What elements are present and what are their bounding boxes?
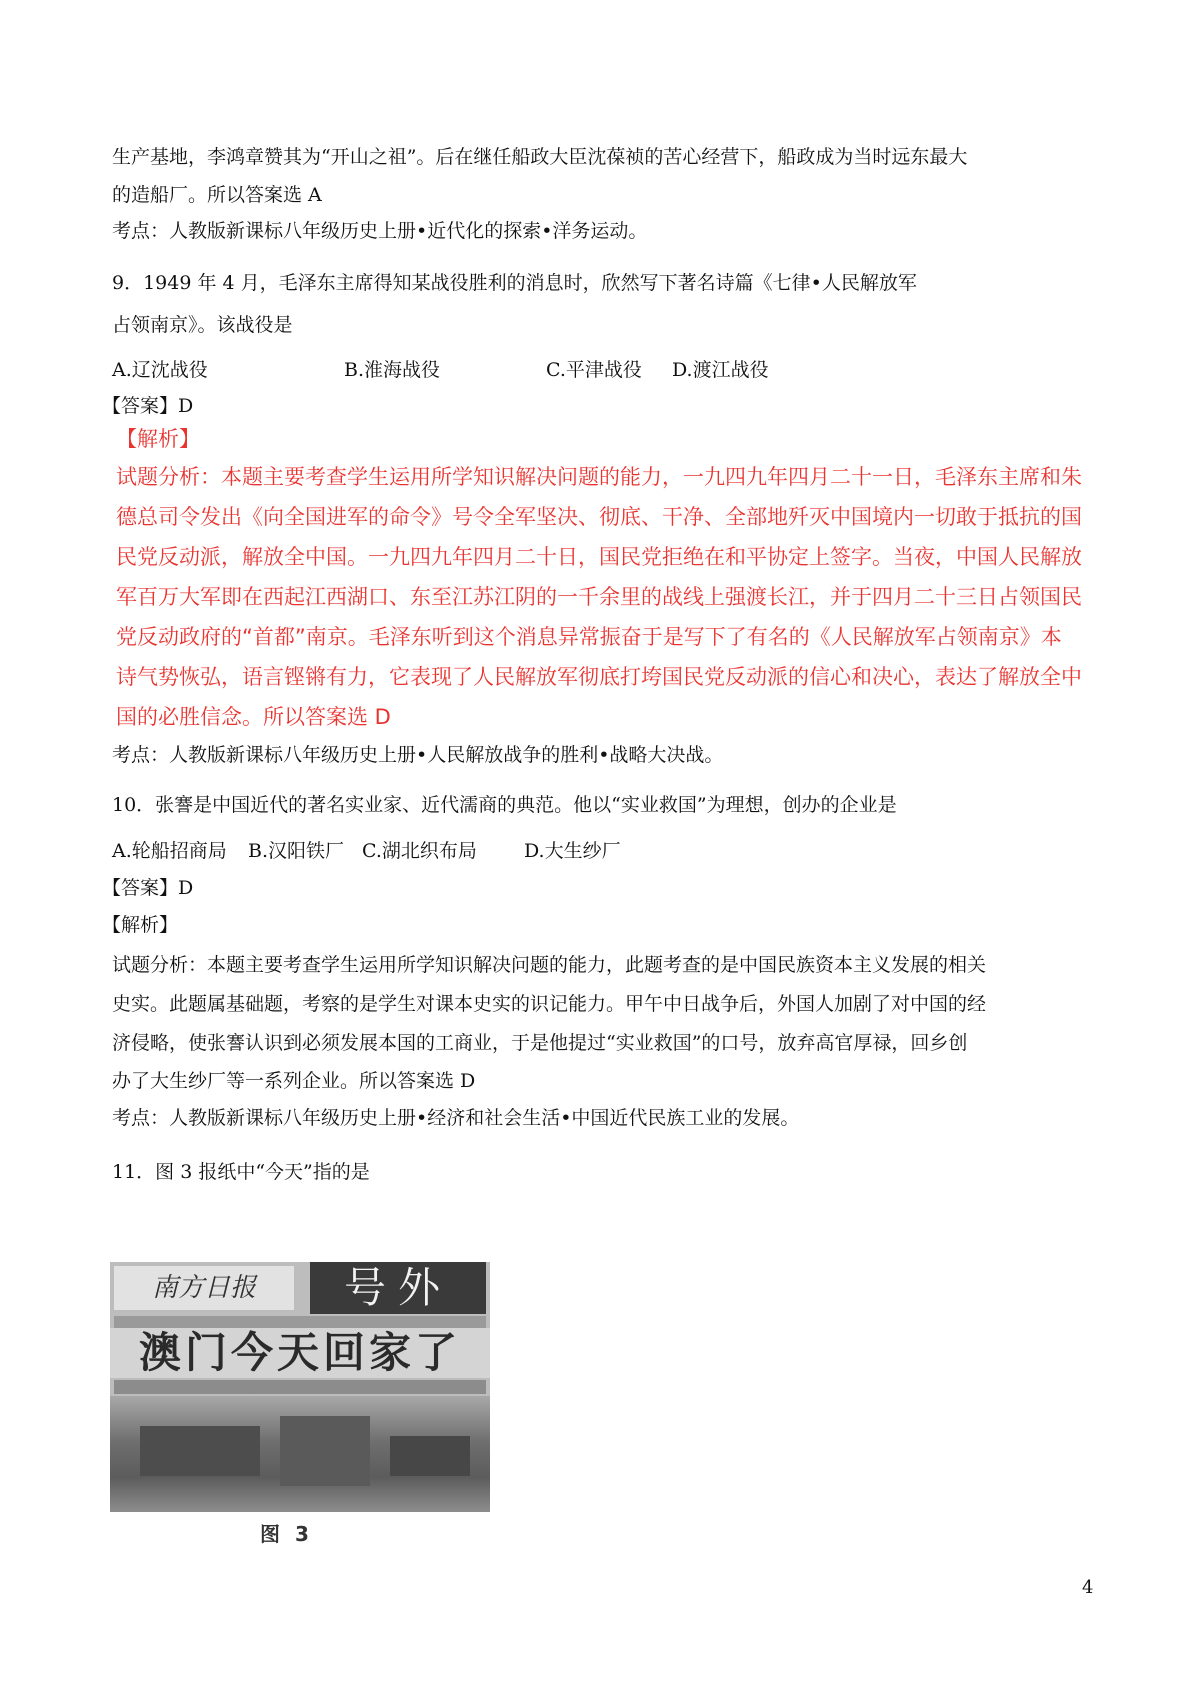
- newspaper-photo: [110, 1396, 490, 1512]
- newspaper-strip: [114, 1380, 486, 1394]
- photo-shape: [390, 1436, 470, 1476]
- q9-analysis-line: 国的必胜信念。所以答案选 D: [116, 705, 391, 729]
- q10-option-b: B.汉阳铁厂: [248, 840, 345, 862]
- newspaper-figure: [110, 1262, 490, 1546]
- q10-analysis-line: 史实。此题属基础题，考察的是学生对课本史实的识记能力。甲午中日战争后，外国人加剧了对中国的经: [112, 993, 987, 1015]
- q10-analysis-line: 试题分析：本题主要考查学生运用所学知识解决问题的能力，此题考查的是中国民族资本主义发展的相关: [112, 954, 987, 976]
- photo-shape: [140, 1426, 260, 1476]
- q9-answer: 【答案】D: [102, 395, 194, 417]
- q10-exam-point: 考点：人教版新课标八年级历史上册•经济和社会生活•中国近代民族工业的发展。: [112, 1107, 800, 1129]
- q10-analysis-heading: 【解析】: [102, 914, 179, 936]
- figure-caption: 图 3: [260, 1522, 313, 1546]
- q10-answer: 【答案】D: [102, 877, 194, 899]
- q9-option-b: B.淮海战役: [344, 359, 441, 381]
- q10-option-a: A.轮船招商局: [112, 840, 227, 862]
- q9-analysis-line: 德总司令发出《向全国进军的命令》号令全军坚决、彻底、干净、全部地歼灭中国境内一切敢于抵抗的国: [116, 505, 1082, 529]
- text-line: 的造船厂。所以答案选 A: [112, 184, 322, 206]
- exam-point: 考点：人教版新课标八年级历史上册•近代化的探索•洋务运动。: [112, 220, 648, 242]
- q9-analysis-line: 党反动政府的“首都”南京。毛泽东听到这个消息异常振奋于是写下了有名的《人民解放军占领南京》本: [116, 625, 1062, 649]
- question-9-stem: 9．1949 年 4 月，毛泽东主席得知某战役胜利的消息时，欣然写下著名诗篇《七律•人民解放军: [112, 272, 917, 294]
- q10-option-c: C.湖北织布局: [362, 840, 477, 862]
- q10-analysis-line: 济侵略，使张謇认识到必须发展本国的工商业，于是他提过“实业救国”的口号，放弃高官厚禄，回乡创: [112, 1032, 968, 1054]
- q9-option-d: D.渡江战役: [672, 359, 769, 381]
- q9-analysis-line: 诗气势恢弘，语言铿锵有力，它表现了人民解放军彻底打垮国民党反动派的信心和决心，表达了解放全中: [116, 665, 1082, 689]
- q10-analysis-line: 办了大生纱厂等一系列企业。所以答案选 D: [112, 1070, 476, 1092]
- q9-analysis-line: 民党反动派，解放全中国。一九四九年四月二十日，国民党拒绝在和平协定上签字。当夜，中国人民解放: [116, 545, 1082, 569]
- newspaper-headline: 澳门今天回家了: [110, 1328, 490, 1378]
- newspaper-extra-label: 号外: [310, 1262, 486, 1314]
- q9-exam-point: 考点：人教版新课标八年级历史上册•人民解放战争的胜利•战略大决战。: [112, 744, 724, 766]
- q9-option-c: C.平津战役: [546, 359, 642, 381]
- q10-option-d: D.大生纱厂: [524, 840, 621, 862]
- question-9-stem: 占领南京》。该战役是: [112, 314, 293, 336]
- question-11-stem: 11．图 3 报纸中“今天”指的是: [112, 1161, 370, 1183]
- question-10-stem: 10．张謇是中国近代的著名实业家、近代濡商的典范。他以“实业救国”为理想，创办的企业是: [112, 794, 897, 816]
- newspaper-image: [110, 1262, 490, 1512]
- newspaper-masthead: 南方日报: [114, 1266, 294, 1310]
- page-number: 4: [1082, 1577, 1094, 1598]
- q9-analysis-heading: 【解析】: [116, 427, 200, 451]
- q9-analysis-line: 军百万大军即在西起江西湖口、东至江苏江阴的一千余里的战线上强渡长江，并于四月二十三日占领国民: [116, 585, 1082, 609]
- photo-shape: [280, 1416, 370, 1486]
- q9-analysis-line: 试题分析：本题主要考查学生运用所学知识解决问题的能力，一九四九年四月二十一日，毛泽东主席和朱: [116, 465, 1082, 489]
- text-line: 生产基地，李鸿章赞其为“开山之祖”。后在继任船政大臣沈葆祯的苦心经营下，船政成为当时远东最大: [112, 146, 968, 168]
- q9-option-a: A.辽沈战役: [112, 359, 208, 381]
